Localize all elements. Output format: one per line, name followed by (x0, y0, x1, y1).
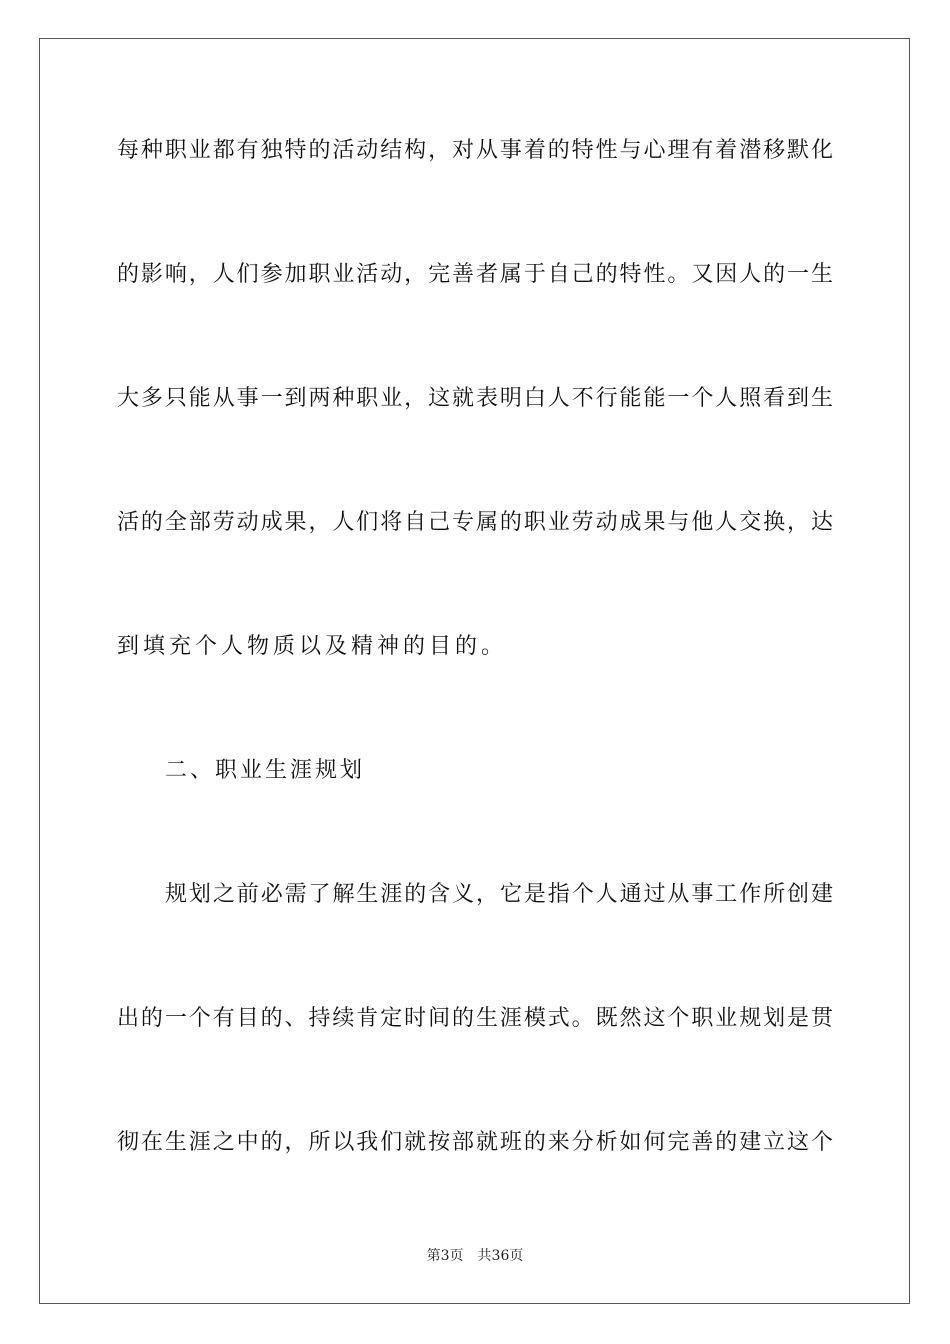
paragraph-line-5: 到填充个人物质以及精神的目的。 (117, 634, 508, 659)
paragraph-line-4: 活的全部劳动成果，人们将自己专属的职业劳动成果与他人交换，达 (117, 510, 833, 535)
section-heading: 二、职业生涯规划 (165, 758, 366, 783)
paragraph-line-2: 的影响，人们参加职业活动，完善者属于自己的特性。又因人的一生 (117, 262, 833, 287)
section-paragraph-line-2: 出的一个有目的、持续肯定时间的生涯模式。既然这个职业规划是贯 (117, 1006, 833, 1031)
section-paragraph-line-1: 规划之前必需了解生涯的含义，它是指个人通过从事工作所创建 (165, 882, 833, 907)
paragraph-line-1: 每种职业都有独特的活动结构，对从事着的特性与心理有着潜移默化 (117, 138, 833, 163)
page-number: 第3页 (426, 1248, 464, 1264)
total-pages: 共36页 (477, 1248, 524, 1264)
section-paragraph-line-3: 彻在生涯之中的，所以我们就按部就班的来分析如何完善的建立这个 (117, 1130, 833, 1155)
page-border (39, 38, 910, 1304)
page-footer (0, 1246, 950, 1266)
paragraph-line-3: 大多只能从事一到两种职业，这就表明白人不行能能一个人照看到生 (117, 386, 833, 411)
